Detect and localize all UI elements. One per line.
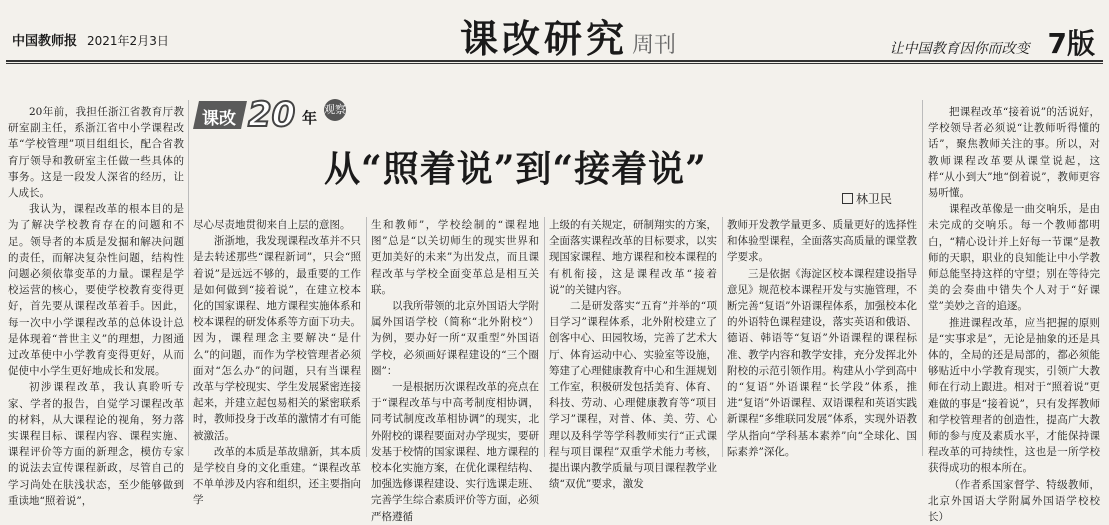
paragraph: 三是依据《海淀区校本课程建设指导意见》规范校本课程开发与实施管理，不断完善“复语”外语课程体系，加强校本化的外语特色课程建设，落实英语和俄语、德语、韩语等“复语”外语课程的课程标准、教学内容和教学安排，充分发挥北外附校的示范引领作用。构建从小学到高中的“复语”外语课程“长学段”体系，推进“复语”外语课程、双语课程和英语实践新课程“多维联同发展”体系，实现外语教学从指向“学科基本素养”向“全球化、国际素养”深化。 [727,267,917,458]
paragraph: 教师开发教学量更多、质量更好的选择性和体验型课程，全面落实高质量的课堂教学要求。 [727,219,917,264]
column-divider [544,217,545,457]
byline-box-icon [842,193,853,204]
article-column-3 [371,217,539,523]
section-header [460,8,676,63]
masthead-rule-thin [6,63,1103,64]
paragraph: 上级的有关规定，研制翔实的方案，全面落实课程改革的目标要求，以实现国家课程、地方课程和校本课程的有机衔接，这是课程改革“接着说”的关键内容。 [549,219,717,296]
section-title: 课改研究 [460,16,629,61]
column-divider [722,217,723,457]
masthead [0,0,1109,66]
page-number: 7版 [1047,27,1095,60]
paragraph: 改革的本质是革故鼎新，其本质是学校自身的文化重建。“课程改革不单单涉及内容和组织，还主要指向学 [193,445,361,507]
paragraph: 把课程改革“接着说”的活说好，学校领导者必须说“让教师听得懂的话”，聚焦教师关注的事。所以，对教师课程改革要从课堂说起，这样“从小到大”地“倒着说”，教师更容易听懂。 [928,106,1100,200]
badge-number: 20 [248,95,296,135]
article-column-2 [193,217,361,507]
paragraph: 课程改革像是一曲交响乐，是由未完成的交响乐。每一个教师都明白，“精心设计并上好每一节课”是教师的天职，职业的良知能让中小学教师总能坚持这样的守望；别在等待完美的会奏曲中错失个人对于“好课堂”美妙之音的追逐。 [928,203,1100,313]
article-column-6 [928,104,1100,524]
paragraph: 尽心尽责地贯彻来自上层的意图。 [193,219,351,231]
masthead-right [890,22,1095,62]
badge-ring: 观察 [324,99,346,121]
badge-text: 课改 [202,109,236,129]
paragraph: 一是根据历次课程改革的亮点在于“课程改革与中高考制度相协调，同考试制度改革相协调”的现实，北外附校的课程要面对办学现实，要研发基于校情的国家课程、地方课程的校本化实施方案，在优化课程结构、加强选修课程建设、实行选课走班、完善学生综合素质评价等方面，必须严格遵循 [371,381,539,523]
paragraph: 二是研发落实“五育”并举的“项目学习”课程体系，北外附校建立了创客中心、田园牧场，完善了艺术大厅、体育运动中心、实验室等设施，筹建了心理健康教育中心和生涯规划工作室，积极研发包括美育、体育、科技、劳动、心理健康教育等“项目学习”课程，对普、体、美、劳、心理以及科学等学科教师实行“正式课程与项目课程”双重学术能力考核，提出课内教学质量与项目课程教学业绩“双优”要求，激发 [549,300,717,491]
paragraph: 生和教师”，学校绘制的“课程地图”总是“以关切师生的现实世界和更加美好的未来”为出发点，而且课程改革与学校全面变革总是相互关联。 [371,219,539,296]
issue-date: 2021年2月3日 [87,34,169,48]
headline: 从“照着说”到“接着说” [324,148,707,190]
article-column-5 [727,217,917,457]
author: 林卫民 [856,192,893,206]
paragraph: 以我所带领的北京外国语大学附属外国语学校（简称“北外附校”）为例，要办好一所“双重型”外国语学校，必须画好课程建设的“三个圈圈”： [371,300,539,377]
slogan: 让中国教育因你而改变 [889,41,1030,57]
column-badge [196,97,364,133]
masthead-left [12,30,169,49]
paragraph: 我认为，课程改革的根本目的是为了解决学校教育存在的问题和不足。领导者的本质是发掘和解决问题的责任，而解决复杂性问题，结构性问题必须依靠变革的力量。课程是学校运营的核心，要使学校教育变得更好，首先要从课程改革着手。因此，每一次中小学课程改革的总体设计总是体现着“普世主义”的理想，力图通过改革使中小学教育变得更好，从而促使中小学生更好地成长和发展。 [8,203,184,378]
column-divider [366,217,367,457]
paragraph: 推进课程改革，应当把握的原则是“实事求是”，无论是抽象的还是具体的，全局的还是局部的，都必须能够贴近中小学教育现实，引领广大教师在行动上跟进。相对于“照着说”更难做的事是“接着说”，只有发挥教师和学校管理者的创造性，提高广大教师的参与度及素质水平，才能保持课程改革的可持续性，这也是一所学校获得成功的根本所在。 [928,316,1100,475]
paragraph: 浙浙地，我发现课程改革并不只是去转述那些“课程新词”，只会“照着说”是远远不够的，最重要的工作是如何做到“接着说”，在建立校本化的国家课程、地方课程实施体系和校本课程的研发体系等方面下功夫。因为，课程理念主要解决“是什么”的问题，而作为学校管理者必须面对“怎么办”的问题，只有当课程改革与学校现实、学生发展紧密连接起来，并建立起包易相关的紧密联系时，教师投身于改革的激情才有可能被激活。 [193,235,361,442]
column-divider [188,100,189,456]
paragraph: 20年前，我担任浙江省教育厅教研室副主任，系浙江省中小学课程改革“学校管理”项目组组长，配合省教育厅领导和教研室主任做一些具体的事务。这是一段发人深省的经历，让人成长。 [8,106,184,200]
section-subtitle: 周刊 [632,33,677,58]
byline [842,190,892,207]
masthead-rule [6,60,1103,62]
column-divider [922,100,923,456]
article-column-4 [549,217,717,491]
author-note: （作者系国家督学、特级教师，北京外国语大学附属外国语学校校长） [928,478,1100,524]
paper-name: 中国教师报 [12,34,78,49]
article-column-1 [8,104,184,507]
paragraph: 初涉课程改革，我认真聆听专家、学者的报告，自觉学习课程改革的材料，从大课程论的视角，努力落实课程目标、课程内容、课程实施、课程评价等方面的新理念，模仿专家的说法去宣传课程新政，尽管自己的学习尚处在肤浅状态，至少能够做到重读地“照着说”， [8,381,184,507]
badge-year: 年 [302,109,318,127]
